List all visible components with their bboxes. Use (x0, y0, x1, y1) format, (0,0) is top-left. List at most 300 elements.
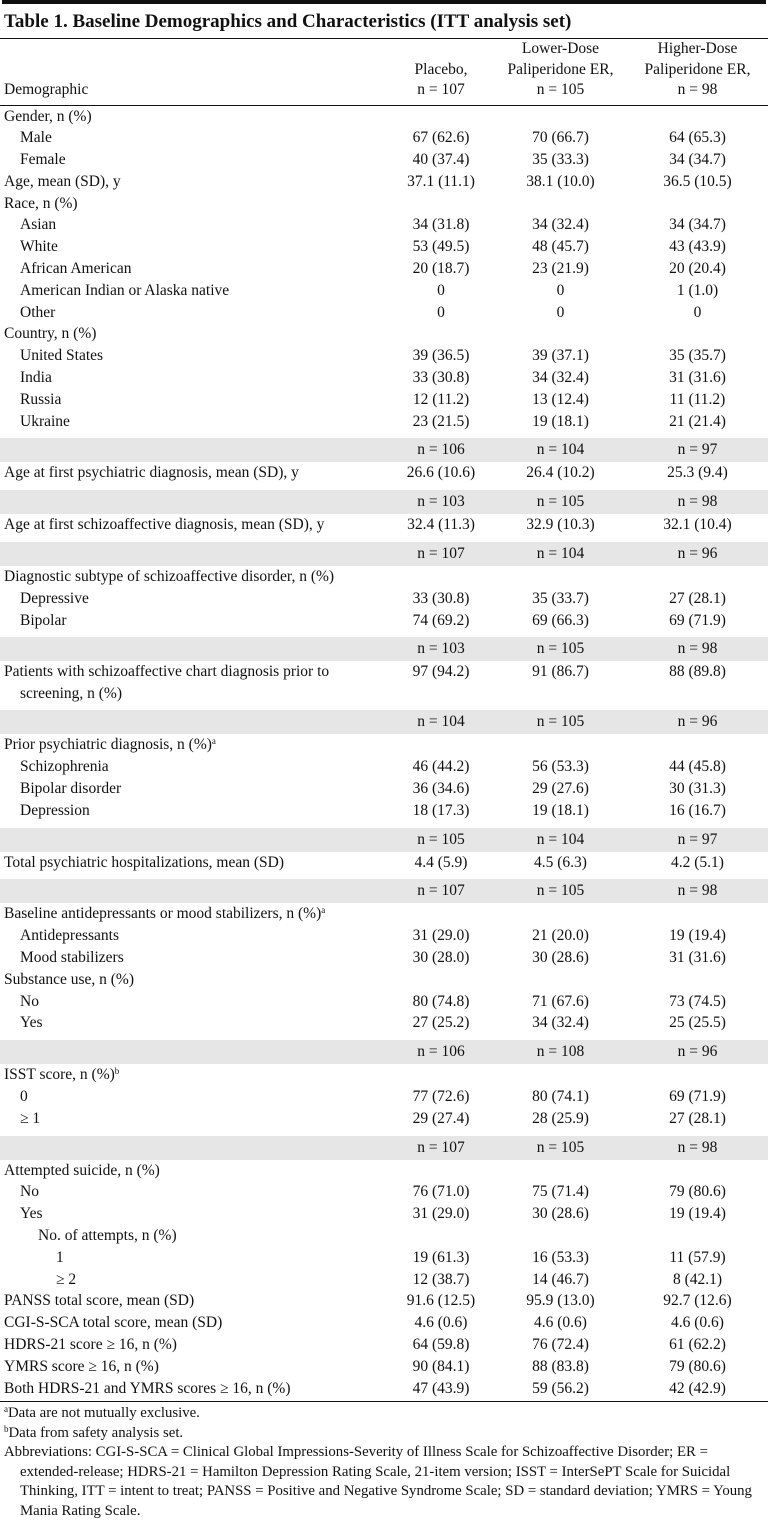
placebo-value (388, 105, 494, 127)
row-label-text: Age at first psychiatric diagnosis, mean (SD), y (4, 464, 299, 482)
higher-dose-value: 19 (19.4) (669, 927, 726, 945)
placebo-value: 4.6 (0.6) (414, 1314, 468, 1332)
table-row (0, 852, 768, 874)
n-count-row (0, 710, 768, 734)
table-row (0, 1269, 768, 1291)
lower-dose-value (494, 734, 627, 756)
row-label (0, 828, 388, 852)
lower-dose-value: n = 105 (494, 710, 627, 734)
placebo-value: 80 (74.8) (412, 992, 470, 1010)
table-row (0, 1064, 768, 1086)
table-row (0, 389, 768, 411)
lower-dose-value: n = 104 (494, 438, 627, 462)
placebo-value: 32.4 (11.3) (407, 516, 475, 534)
row-label (0, 1356, 388, 1378)
row-label-text: Mood stabilizers (20, 949, 124, 967)
row-label (0, 1064, 388, 1086)
higher-dose-value (627, 323, 768, 345)
placebo-value: 20 (18.7) (412, 260, 470, 278)
placebo-value: n = 106 (388, 438, 494, 462)
row-label-text: ≥ 2 (56, 1270, 77, 1288)
row-label (0, 462, 388, 484)
row-label-text: Depressive (20, 589, 89, 607)
col-header-demographic: Demographic (4, 81, 89, 98)
table-row (0, 925, 768, 947)
table-row (0, 127, 768, 149)
placebo-value: 67 (62.6) (412, 129, 470, 147)
row-label (0, 514, 388, 536)
placebo-value: 31 (29.0) (412, 927, 470, 945)
row-label-text: Age at first schizoaffective diagnosis, mean (SD), y (4, 516, 325, 534)
higher-dose-value: 8 (42.1) (672, 1270, 723, 1288)
col-header-higher-dose-line3: n = 98 (677, 81, 718, 98)
lower-dose-value (494, 1160, 627, 1182)
footnote-marker: b (114, 1066, 120, 1077)
lower-dose-value: 39 (37.1) (532, 347, 589, 365)
footnotes (0, 1402, 768, 1521)
row-label (0, 490, 388, 514)
lower-dose-value: n = 105 (494, 637, 627, 661)
lower-dose-value: 48 (45.7) (532, 238, 589, 256)
col-header-placebo (388, 39, 494, 105)
table-row (0, 236, 768, 258)
table-row (0, 800, 768, 822)
placebo-value: 47 (43.9) (412, 1379, 470, 1397)
col-header-higher-dose-line1: Higher-Dose (657, 40, 738, 57)
row-label-line2: screening, n (%) (20, 684, 122, 702)
higher-dose-value: 4.6 (0.6) (671, 1314, 724, 1332)
higher-dose-value: n = 98 (627, 637, 768, 661)
row-label-line1: Patients with schizoaffective chart diagnosis prior to (4, 663, 330, 681)
row-label (0, 566, 388, 588)
higher-dose-value: 31 (31.6) (669, 949, 726, 967)
lower-dose-value: 76 (72.4) (532, 1335, 589, 1353)
row-label (0, 1086, 388, 1108)
table-row (0, 105, 768, 127)
placebo-value: n = 107 (388, 879, 494, 903)
higher-dose-value (627, 734, 768, 756)
table-row (0, 1334, 768, 1356)
higher-dose-value (627, 105, 768, 127)
row-label (0, 1225, 388, 1247)
lower-dose-value: 19 (18.1) (532, 801, 589, 819)
placebo-value (388, 323, 494, 345)
row-label-text: Antidepressants (20, 927, 120, 945)
footnote-a-mark: a (4, 1404, 8, 1415)
row-label (0, 1181, 388, 1203)
row-label (0, 1012, 388, 1034)
table-row (0, 1290, 768, 1312)
placebo-value: 37.1 (11.1) (407, 172, 475, 190)
lower-dose-value (494, 1064, 627, 1086)
row-label (0, 193, 388, 215)
higher-dose-value: 92.7 (12.6) (663, 1292, 732, 1310)
table-row (0, 588, 768, 610)
lower-dose-value: 30 (28.6) (532, 949, 589, 967)
col-header-lower-dose (494, 39, 627, 105)
lower-dose-value (494, 903, 627, 925)
higher-dose-value: 25 (25.5) (669, 1014, 726, 1032)
n-count-row (0, 490, 768, 514)
higher-dose-value: 27 (28.1) (669, 589, 726, 607)
placebo-value: n = 105 (388, 828, 494, 852)
lower-dose-value: 95.9 (13.0) (526, 1292, 595, 1310)
row-label-text: Age, mean (SD), y (4, 172, 121, 190)
placebo-value: 91.6 (12.5) (406, 1292, 476, 1310)
row-label-text: ≥ 1 (20, 1109, 41, 1127)
row-label (0, 367, 388, 389)
row-label (0, 302, 388, 324)
row-label-text: Russia (20, 390, 62, 408)
row-label (0, 1378, 388, 1400)
higher-dose-value: 69 (71.9) (669, 611, 726, 629)
demographics-table (0, 39, 768, 1399)
higher-dose-value: 61 (62.2) (669, 1335, 726, 1353)
row-label (0, 637, 388, 661)
table-row (0, 1312, 768, 1334)
row-label (0, 800, 388, 822)
row-label-text: Baseline antidepressants or mood stabilizers, n (%) (4, 905, 322, 923)
placebo-value: 33 (30.8) (412, 589, 470, 607)
row-label-text: Schizophrenia (20, 758, 109, 776)
placebo-value: 34 (31.8) (412, 216, 470, 234)
placebo-value: 30 (28.0) (412, 949, 470, 967)
row-label (0, 1312, 388, 1334)
table-row (0, 734, 768, 756)
lower-dose-value: n = 104 (494, 542, 627, 566)
table-row (0, 1247, 768, 1269)
lower-dose-value: 75 (71.4) (532, 1183, 589, 1201)
row-label (0, 947, 388, 969)
row-label-text: Prior psychiatric diagnosis, n (%) (4, 736, 212, 754)
higher-dose-value: 0 (693, 303, 702, 321)
higher-dose-value: 16 (16.7) (669, 801, 726, 819)
row-label-text: 1 (56, 1248, 64, 1266)
row-label-text: ISST score, n (%) (4, 1066, 115, 1084)
row-label-text: Yes (20, 1205, 43, 1223)
row-label (0, 1203, 388, 1225)
lower-dose-value: 32.9 (10.3) (526, 516, 595, 534)
higher-dose-value (627, 1064, 768, 1086)
higher-dose-value: n = 97 (627, 828, 768, 852)
row-label (0, 1108, 388, 1130)
placebo-value: 23 (21.5) (412, 412, 470, 430)
row-label (0, 345, 388, 367)
lower-dose-value: 56 (53.3) (532, 758, 589, 776)
row-label (0, 778, 388, 800)
n-count-row (0, 542, 768, 566)
row-label-text: CGI-S-SCA total score, mean (SD) (4, 1314, 223, 1332)
higher-dose-value: 32.1 (10.4) (663, 516, 732, 534)
table-row (0, 1225, 768, 1247)
lower-dose-value: 59 (56.2) (532, 1379, 589, 1397)
n-count-row (0, 879, 768, 903)
abbreviations: Abbreviations: CGI-S-SCA = Clinical Global Impressions-Severity of Illness Scale for Schizoaffective Disorder; ER = extended-release; HDRS-21 = Hamilton Depression Rating Scale, 21-item version; ISST = InterSePT Scale for Suicidal Thinking, ITT = intent to treat; PANSS = Positive and Negative Syndrome Scale; SD = standard deviation; YMRS = Young Mania Rating Scale. (4, 1444, 752, 1519)
lower-dose-value: 35 (33.7) (532, 589, 589, 607)
placebo-value (388, 734, 494, 756)
lower-dose-value (494, 566, 627, 588)
placebo-value (388, 1064, 494, 1086)
lower-dose-value: n = 108 (494, 1040, 627, 1064)
higher-dose-value: n = 98 (627, 879, 768, 903)
higher-dose-value: n = 96 (627, 1040, 768, 1064)
row-label (0, 925, 388, 947)
placebo-value: 12 (38.7) (412, 1270, 470, 1288)
lower-dose-value (494, 323, 627, 345)
higher-dose-value (627, 903, 768, 925)
row-label-text: United States (20, 347, 104, 365)
row-label (0, 879, 388, 903)
row-label (0, 588, 388, 610)
lower-dose-value: 29 (27.6) (532, 780, 589, 798)
placebo-value: 40 (37.4) (412, 151, 470, 169)
header-row (0, 39, 768, 105)
row-label-text: No (20, 992, 39, 1010)
placebo-value: n = 103 (388, 637, 494, 661)
row-label (0, 1269, 388, 1291)
lower-dose-value (494, 969, 627, 991)
table-title: Table 1. Baseline Demographics and Characteristics (ITT analysis set) (0, 4, 768, 39)
placebo-value: 0 (437, 281, 445, 299)
n-count-row (0, 1136, 768, 1160)
row-label-text: Depression (20, 801, 90, 819)
higher-dose-value: 34 (34.7) (669, 216, 726, 234)
row-label (0, 852, 388, 874)
higher-dose-value: 25.3 (9.4) (667, 464, 728, 482)
lower-dose-value (494, 1225, 627, 1247)
placebo-value: 12 (11.2) (412, 390, 470, 408)
placebo-value: 18 (17.3) (412, 801, 470, 819)
placebo-value: 77 (72.6) (412, 1088, 470, 1105)
higher-dose-value: 31 (31.6) (669, 369, 726, 387)
table-row (0, 411, 768, 433)
row-label-text: Other (20, 303, 56, 321)
row-label (0, 323, 388, 345)
lower-dose-value: 80 (74.1) (532, 1088, 589, 1105)
placebo-value: 31 (29.0) (412, 1205, 470, 1223)
row-label-text: No (20, 1183, 39, 1201)
lower-dose-value: 28 (25.9) (532, 1109, 589, 1127)
row-label (0, 258, 388, 280)
higher-dose-value: 20 (20.4) (669, 260, 726, 278)
table-row (0, 323, 768, 345)
placebo-value: 64 (59.8) (412, 1335, 470, 1353)
row-label-text: HDRS-21 score ≥ 16, n (%) (4, 1335, 177, 1353)
higher-dose-value: 43 (43.9) (669, 238, 726, 256)
row-label (0, 1040, 388, 1064)
lower-dose-value: 4.5 (6.3) (534, 853, 587, 871)
row-label-text: Asian (20, 216, 57, 234)
lower-dose-value: n = 105 (494, 490, 627, 514)
table-row (0, 514, 768, 536)
row-label (0, 214, 388, 236)
lower-dose-value: 34 (32.4) (532, 216, 589, 234)
row-label-text: India (20, 369, 52, 387)
table-row (0, 302, 768, 324)
higher-dose-value: 1 (1.0) (676, 281, 719, 299)
table-row (0, 969, 768, 991)
higher-dose-value: n = 96 (627, 710, 768, 734)
higher-dose-value: 36.5 (10.5) (663, 172, 732, 190)
row-label-text: Bipolar disorder (20, 780, 122, 798)
row-label-text: Ukraine (20, 412, 70, 430)
row-label (0, 734, 388, 756)
lower-dose-value: 21 (20.0) (532, 927, 589, 945)
table-row (0, 1181, 768, 1203)
col-header-higher-dose-line2: Paliperidone ER, (644, 60, 751, 78)
row-label (0, 542, 388, 566)
footnote-b (4, 1424, 762, 1444)
table-row (0, 778, 768, 800)
col-header-lower-dose-line2: Paliperidone ER, (507, 60, 614, 78)
footnote-a-text: Data are not mutually exclusive. (8, 1405, 200, 1422)
placebo-value: n = 107 (388, 1136, 494, 1160)
table-row (0, 1160, 768, 1182)
row-label (0, 1290, 388, 1312)
table-row (0, 171, 768, 193)
higher-dose-value: n = 97 (627, 438, 768, 462)
row-label (0, 610, 388, 632)
table-row (0, 903, 768, 925)
lower-dose-value: 69 (66.3) (532, 611, 589, 629)
row-label-text: Diagnostic subtype of schizoaffective disorder, n (%) (4, 568, 335, 586)
lower-dose-value: n = 105 (494, 1136, 627, 1160)
row-label (0, 903, 388, 925)
lower-dose-value: 23 (21.9) (532, 260, 589, 278)
row-label-text: Female (20, 151, 66, 169)
placebo-value (388, 1225, 494, 1247)
placebo-value: 76 (71.0) (412, 1183, 470, 1201)
footnote-a (4, 1404, 762, 1424)
n-count-row (0, 1040, 768, 1064)
row-label-text: 0 (20, 1088, 28, 1105)
higher-dose-value: 88 (89.8) (669, 663, 726, 681)
footnote-b-mark: b (4, 1423, 9, 1434)
placebo-value: n = 107 (388, 542, 494, 566)
placebo-value: 0 (437, 303, 445, 321)
higher-dose-value: 44 (45.8) (669, 758, 726, 776)
table-row (0, 1203, 768, 1225)
row-label (0, 389, 388, 411)
higher-dose-value: 4.2 (5.1) (671, 853, 724, 871)
table-row (0, 367, 768, 389)
higher-dose-value: 79 (80.6) (669, 1357, 726, 1375)
higher-dose-value: 21 (21.4) (669, 412, 726, 430)
row-label-text: African American (20, 260, 132, 278)
row-label (0, 149, 388, 171)
placebo-value: 29 (27.4) (412, 1109, 470, 1127)
table-row (0, 566, 768, 588)
lower-dose-value: 4.6 (0.6) (534, 1314, 587, 1332)
footnote-marker: a (211, 736, 216, 747)
lower-dose-value: 34 (32.4) (532, 369, 589, 387)
row-label-text: Bipolar (20, 611, 67, 629)
table-row (0, 345, 768, 367)
row-label-text: Substance use, n (%) (4, 970, 134, 988)
table-row (0, 214, 768, 236)
placebo-value: 33 (30.8) (412, 369, 470, 387)
table-row (0, 1086, 768, 1108)
higher-dose-value (627, 1160, 768, 1182)
lower-dose-value: 35 (33.3) (532, 151, 589, 169)
higher-dose-value (627, 969, 768, 991)
higher-dose-value: 30 (31.3) (669, 780, 726, 798)
row-label (0, 756, 388, 778)
footnote-b-text: Data from safety analysis set. (8, 1424, 184, 1441)
lower-dose-value: 38.1 (10.0) (526, 172, 595, 190)
placebo-value: n = 106 (388, 1040, 494, 1064)
table-body (0, 105, 768, 1399)
row-label (0, 661, 388, 704)
placebo-value (388, 1160, 494, 1182)
placebo-value: 4.4 (5.9) (414, 853, 468, 871)
higher-dose-value: 11 (57.9) (669, 1248, 726, 1266)
higher-dose-value: 64 (65.3) (669, 129, 726, 147)
higher-dose-value (627, 193, 768, 215)
lower-dose-value: 13 (12.4) (532, 390, 589, 408)
row-label (0, 969, 388, 991)
row-label (0, 105, 388, 127)
table-row (0, 947, 768, 969)
lower-dose-value: 14 (46.7) (532, 1270, 589, 1288)
row-label (0, 438, 388, 462)
placebo-value: 26.6 (10.6) (406, 464, 476, 482)
lower-dose-value: 19 (18.1) (532, 412, 589, 430)
table-row (0, 258, 768, 280)
row-label-text: Attempted suicide, n (%) (4, 1161, 160, 1179)
higher-dose-value (627, 1225, 768, 1247)
footnote-marker: a (321, 905, 326, 916)
row-label-text: Both HDRS-21 and YMRS scores ≥ 16, n (%) (4, 1379, 291, 1397)
higher-dose-value: 73 (74.5) (669, 992, 726, 1010)
table-row (0, 193, 768, 215)
col-header-higher-dose (627, 39, 768, 105)
placebo-value (388, 566, 494, 588)
placebo-value: 19 (61.3) (412, 1248, 470, 1266)
row-label (0, 411, 388, 433)
higher-dose-value: n = 96 (627, 542, 768, 566)
row-label (0, 1334, 388, 1356)
row-label-text: Total psychiatric hospitalizations, mean (SD) (4, 853, 284, 871)
placebo-value (388, 969, 494, 991)
table-row (0, 462, 768, 484)
lower-dose-value: 34 (32.4) (532, 1014, 589, 1032)
table-row (0, 661, 768, 704)
row-label-text: Country, n (%) (4, 325, 97, 343)
placebo-value: n = 103 (388, 490, 494, 514)
lower-dose-value: 70 (66.7) (532, 129, 589, 147)
table-row (0, 1356, 768, 1378)
higher-dose-value: 27 (28.1) (669, 1109, 726, 1127)
placebo-value: 46 (44.2) (412, 758, 470, 776)
table-row (0, 756, 768, 778)
table-row (0, 280, 768, 302)
lower-dose-value: 0 (556, 281, 565, 299)
placebo-value (388, 193, 494, 215)
placebo-value: n = 104 (388, 710, 494, 734)
placebo-value: 39 (36.5) (412, 347, 470, 365)
higher-dose-value: 79 (80.6) (669, 1183, 726, 1201)
lower-dose-value: 16 (53.3) (532, 1248, 589, 1266)
lower-dose-value: n = 105 (494, 879, 627, 903)
row-label (0, 127, 388, 149)
row-label-text: Yes (20, 1014, 43, 1032)
lower-dose-value: n = 104 (494, 828, 627, 852)
table-row (0, 991, 768, 1013)
row-label (0, 1247, 388, 1269)
placebo-value: 97 (94.2) (412, 663, 470, 681)
col-header-lower-dose-line3: n = 105 (536, 81, 585, 98)
